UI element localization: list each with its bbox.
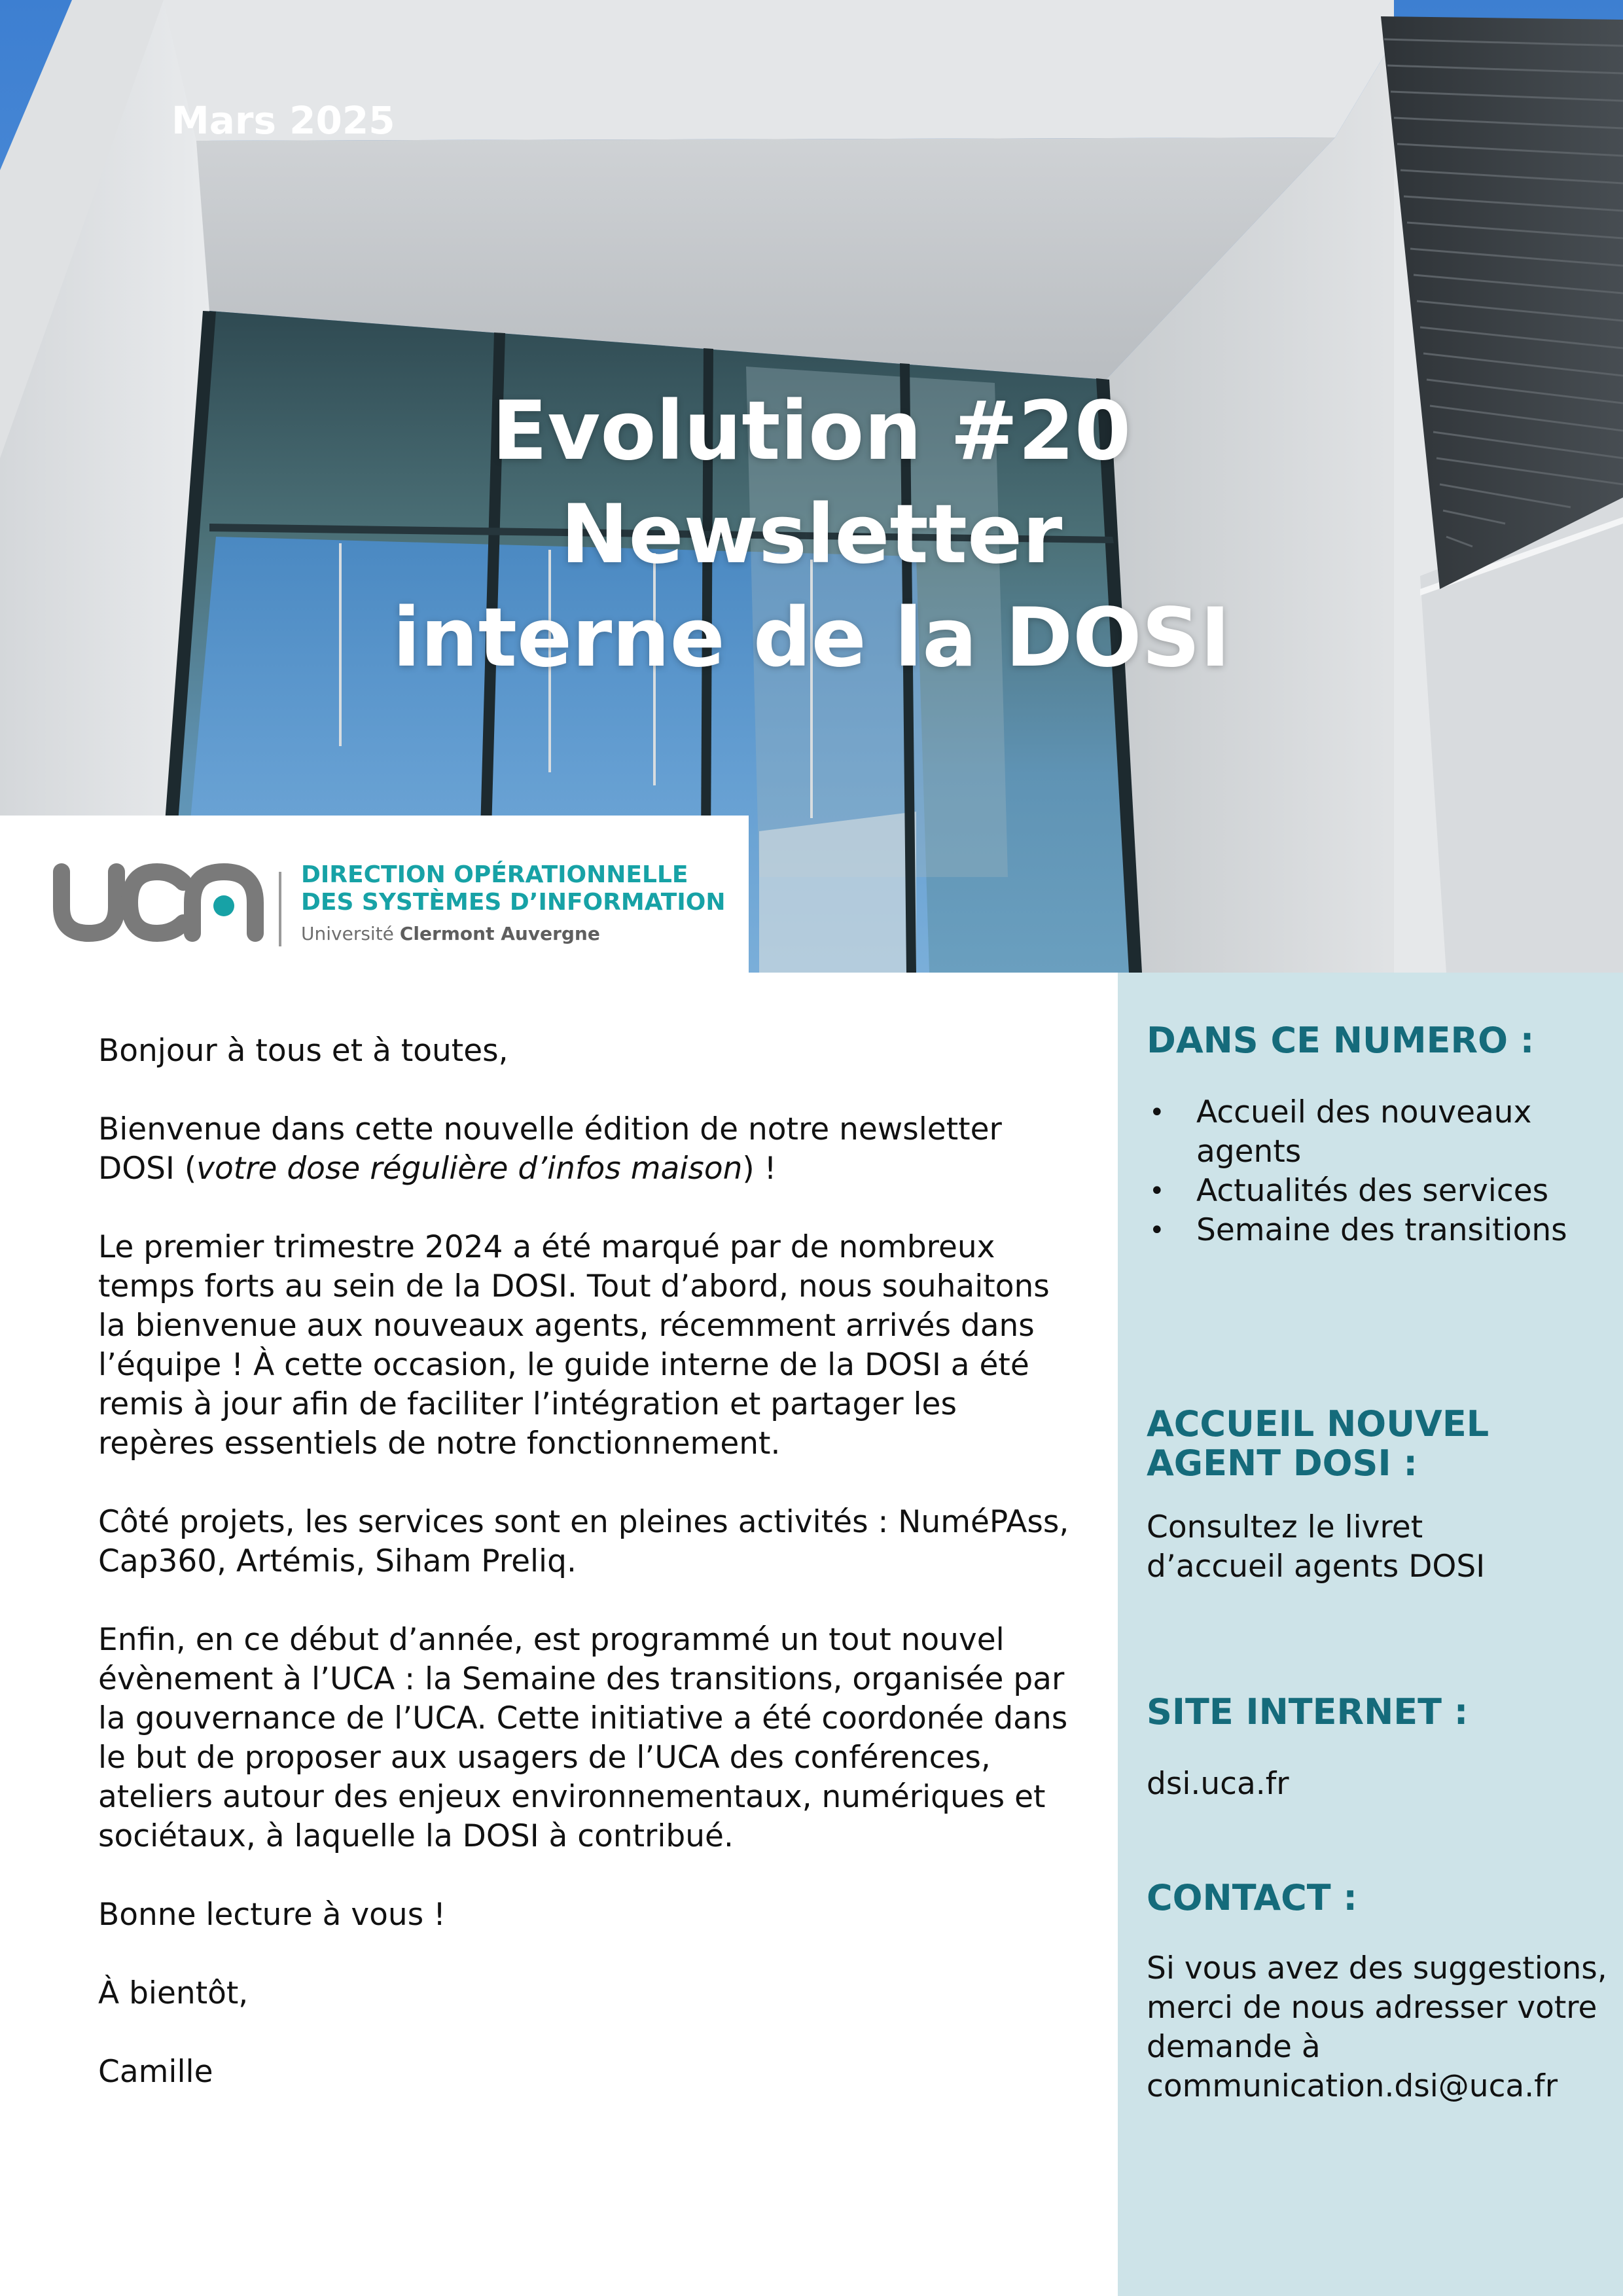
welcome-link[interactable]: Consultez le livret d’accueil agents DOSI bbox=[1147, 1509, 1486, 1585]
contact-email-link[interactable]: communication.dsi@uca.fr bbox=[1147, 2068, 1558, 2104]
logo-line-3 bbox=[301, 923, 600, 944]
site-link[interactable]: dsi.uca.fr bbox=[1147, 1766, 1289, 1802]
newsletter-title bbox=[327, 380, 1296, 690]
greeting: Bonjour à tous et à toutes, bbox=[98, 1033, 508, 1069]
logo-mark-text: uca bbox=[52, 860, 54, 861]
editorial bbox=[98, 1031, 1080, 2131]
contact-heading: CONTACT : bbox=[1147, 1877, 1358, 1918]
closing-line: Bonne lecture à vous ! bbox=[98, 1897, 446, 1933]
welcome-heading-2: AGENT DOSI : bbox=[1147, 1443, 1418, 1484]
summary-item: • Accueil des nouveaux agents bbox=[1147, 1093, 1618, 1172]
paragraph-2: Côté projets, les services sont en pleines activités : NuméPAss, Cap360, Artémis, Siham Preliq. bbox=[98, 1504, 1069, 1579]
issue-date: Mars 2025 bbox=[171, 98, 395, 143]
welcome-heading-1: ACCUEIL NOUVEL bbox=[1147, 1403, 1489, 1444]
farewell-line: À bientôt, bbox=[98, 1975, 249, 2011]
summary-heading: DANS CE NUMERO : bbox=[1147, 1020, 1535, 1061]
intro-italic: votre dose régulière d’infos maison bbox=[196, 1151, 743, 1187]
intro-text-1: Bienvenue dans cette nouvelle édition de notre newsletter DOSI ( bbox=[98, 1111, 1002, 1187]
sidebar bbox=[1118, 973, 1623, 2296]
intro-paragraph bbox=[98, 1110, 1080, 1189]
logo-line-1: DIRECTION OPÉRATIONNELLE bbox=[301, 861, 688, 888]
logo-line-3-bold: Clermont Auvergne bbox=[399, 923, 600, 944]
title-line-2: Newsletter bbox=[560, 488, 1063, 582]
uca-logo-mark bbox=[52, 860, 268, 945]
logo-line-2: DES SYSTÈMES D’INFORMATION bbox=[301, 889, 726, 916]
summary-item: • Semaine des transitions bbox=[1147, 1211, 1618, 1250]
signature: Camille bbox=[98, 2054, 213, 2090]
title-line-3: interne de la DOSI bbox=[392, 591, 1231, 685]
logo-divider bbox=[279, 872, 281, 946]
logo-band bbox=[0, 816, 749, 973]
summary-list bbox=[1147, 1093, 1618, 1250]
site-heading: SITE INTERNET : bbox=[1147, 1691, 1469, 1732]
summary-item: • Actualités des services bbox=[1147, 1172, 1618, 1211]
paragraph-3: Enfin, en ce début d’année, est programmé un tout nouvel évènement à l’UCA : la Semaine des transitions, organisée par la gouvernance de l’UCA. Cette initiative a été coordonée dans le but de proposer aux usagers de l’UCA des conférences, ateliers autour des enjeux environnementaux, numériques et sociétaux, à laquelle la DOSI à contribué. bbox=[98, 1622, 1068, 1854]
intro-text-2: ) ! bbox=[742, 1151, 777, 1187]
logo-line-3-prefix: Université bbox=[301, 923, 394, 944]
title-line-1: Evolution #20 bbox=[491, 384, 1132, 478]
contact-text: Si vous avez des suggestions, merci de nous adresser votre demande à bbox=[1147, 1950, 1607, 2065]
paragraph-1: Le premier trimestre 2024 a été marqué par de nombreux temps forts au sein de la DOSI. Tout d’abord, nous souhaitons la bienvenue aux nouveaux agents, récemment arrivés dans l’équipe ! À cette occasion, le guide interne de la DOSI a été remis à jour afin de faciliter l’intégration et partager les repères essentiels de notre fonctionnement. bbox=[98, 1229, 1050, 1462]
